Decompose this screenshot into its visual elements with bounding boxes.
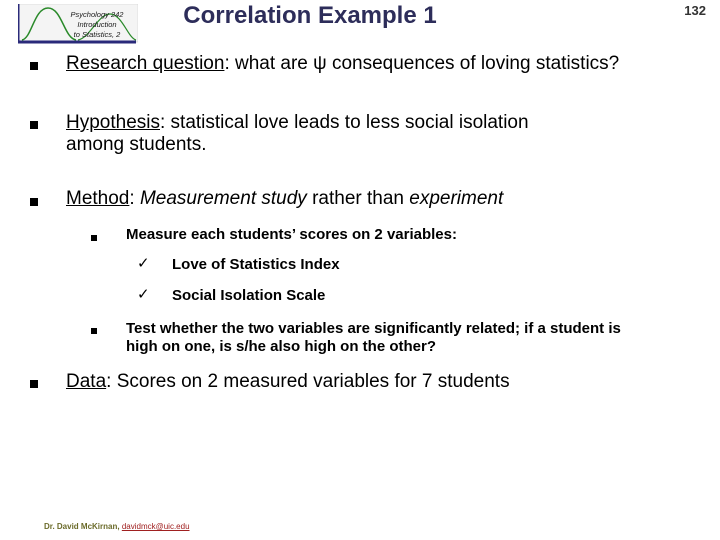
sub-bullet-square-icon	[91, 328, 97, 334]
bullet-square-icon	[30, 62, 38, 70]
method-colon: :	[129, 188, 140, 209]
checkmark-icon: ✓	[137, 286, 150, 303]
data-label: Data	[66, 371, 107, 392]
check-item-isolation-scale: Social Isolation Scale	[172, 287, 326, 304]
bullet-square-icon	[30, 121, 38, 129]
logo-line-3: to Statistics, 2	[73, 30, 121, 39]
checkmark-icon: ✓	[137, 255, 150, 272]
check-item-love-index: Love of Statistics Index	[172, 256, 340, 273]
footer-email-link[interactable]: davidmck@uic.edu	[121, 522, 190, 531]
footer-author: Dr. David McKirnan,	[44, 522, 120, 531]
bullet-square-icon	[30, 380, 38, 388]
bullet-square-icon	[30, 198, 38, 206]
hypothesis-label: Hypothesis	[66, 112, 160, 133]
course-logo	[18, 4, 138, 44]
sub-item-measure: Measure each students’ scores on 2 variables:	[126, 226, 457, 243]
method-emphasis-1: Measurement study	[139, 188, 307, 209]
page-number: 132	[684, 3, 706, 18]
logo-line-1: Psychology 242	[70, 10, 124, 19]
data-item	[66, 371, 686, 393]
method-mid: rather than	[306, 188, 410, 209]
research-question-label: Research question	[66, 53, 225, 74]
method-emphasis-2: experiment	[409, 188, 504, 209]
sub-bullet-square-icon	[91, 235, 97, 241]
research-question-text: : what are ψ consequences of loving statistics?	[224, 53, 620, 74]
method-label: Method	[66, 188, 130, 209]
hypothesis-text: : statistical love leads to less social isolation among students.	[66, 112, 529, 155]
data-text: : Scores on 2 measured variables for 7 students	[106, 371, 510, 392]
sub-item-test: Test whether the two variables are significantly related; if a student is high on one, is s/he also high on the other?	[126, 320, 621, 355]
logo-line-2: Introduction	[77, 20, 117, 29]
research-question-item	[66, 53, 626, 75]
slide-title: Correlation Example 1	[183, 2, 437, 29]
logo-text	[52, 10, 142, 40]
method-item	[66, 188, 686, 210]
footer	[44, 522, 190, 531]
hypothesis-item	[66, 112, 586, 156]
